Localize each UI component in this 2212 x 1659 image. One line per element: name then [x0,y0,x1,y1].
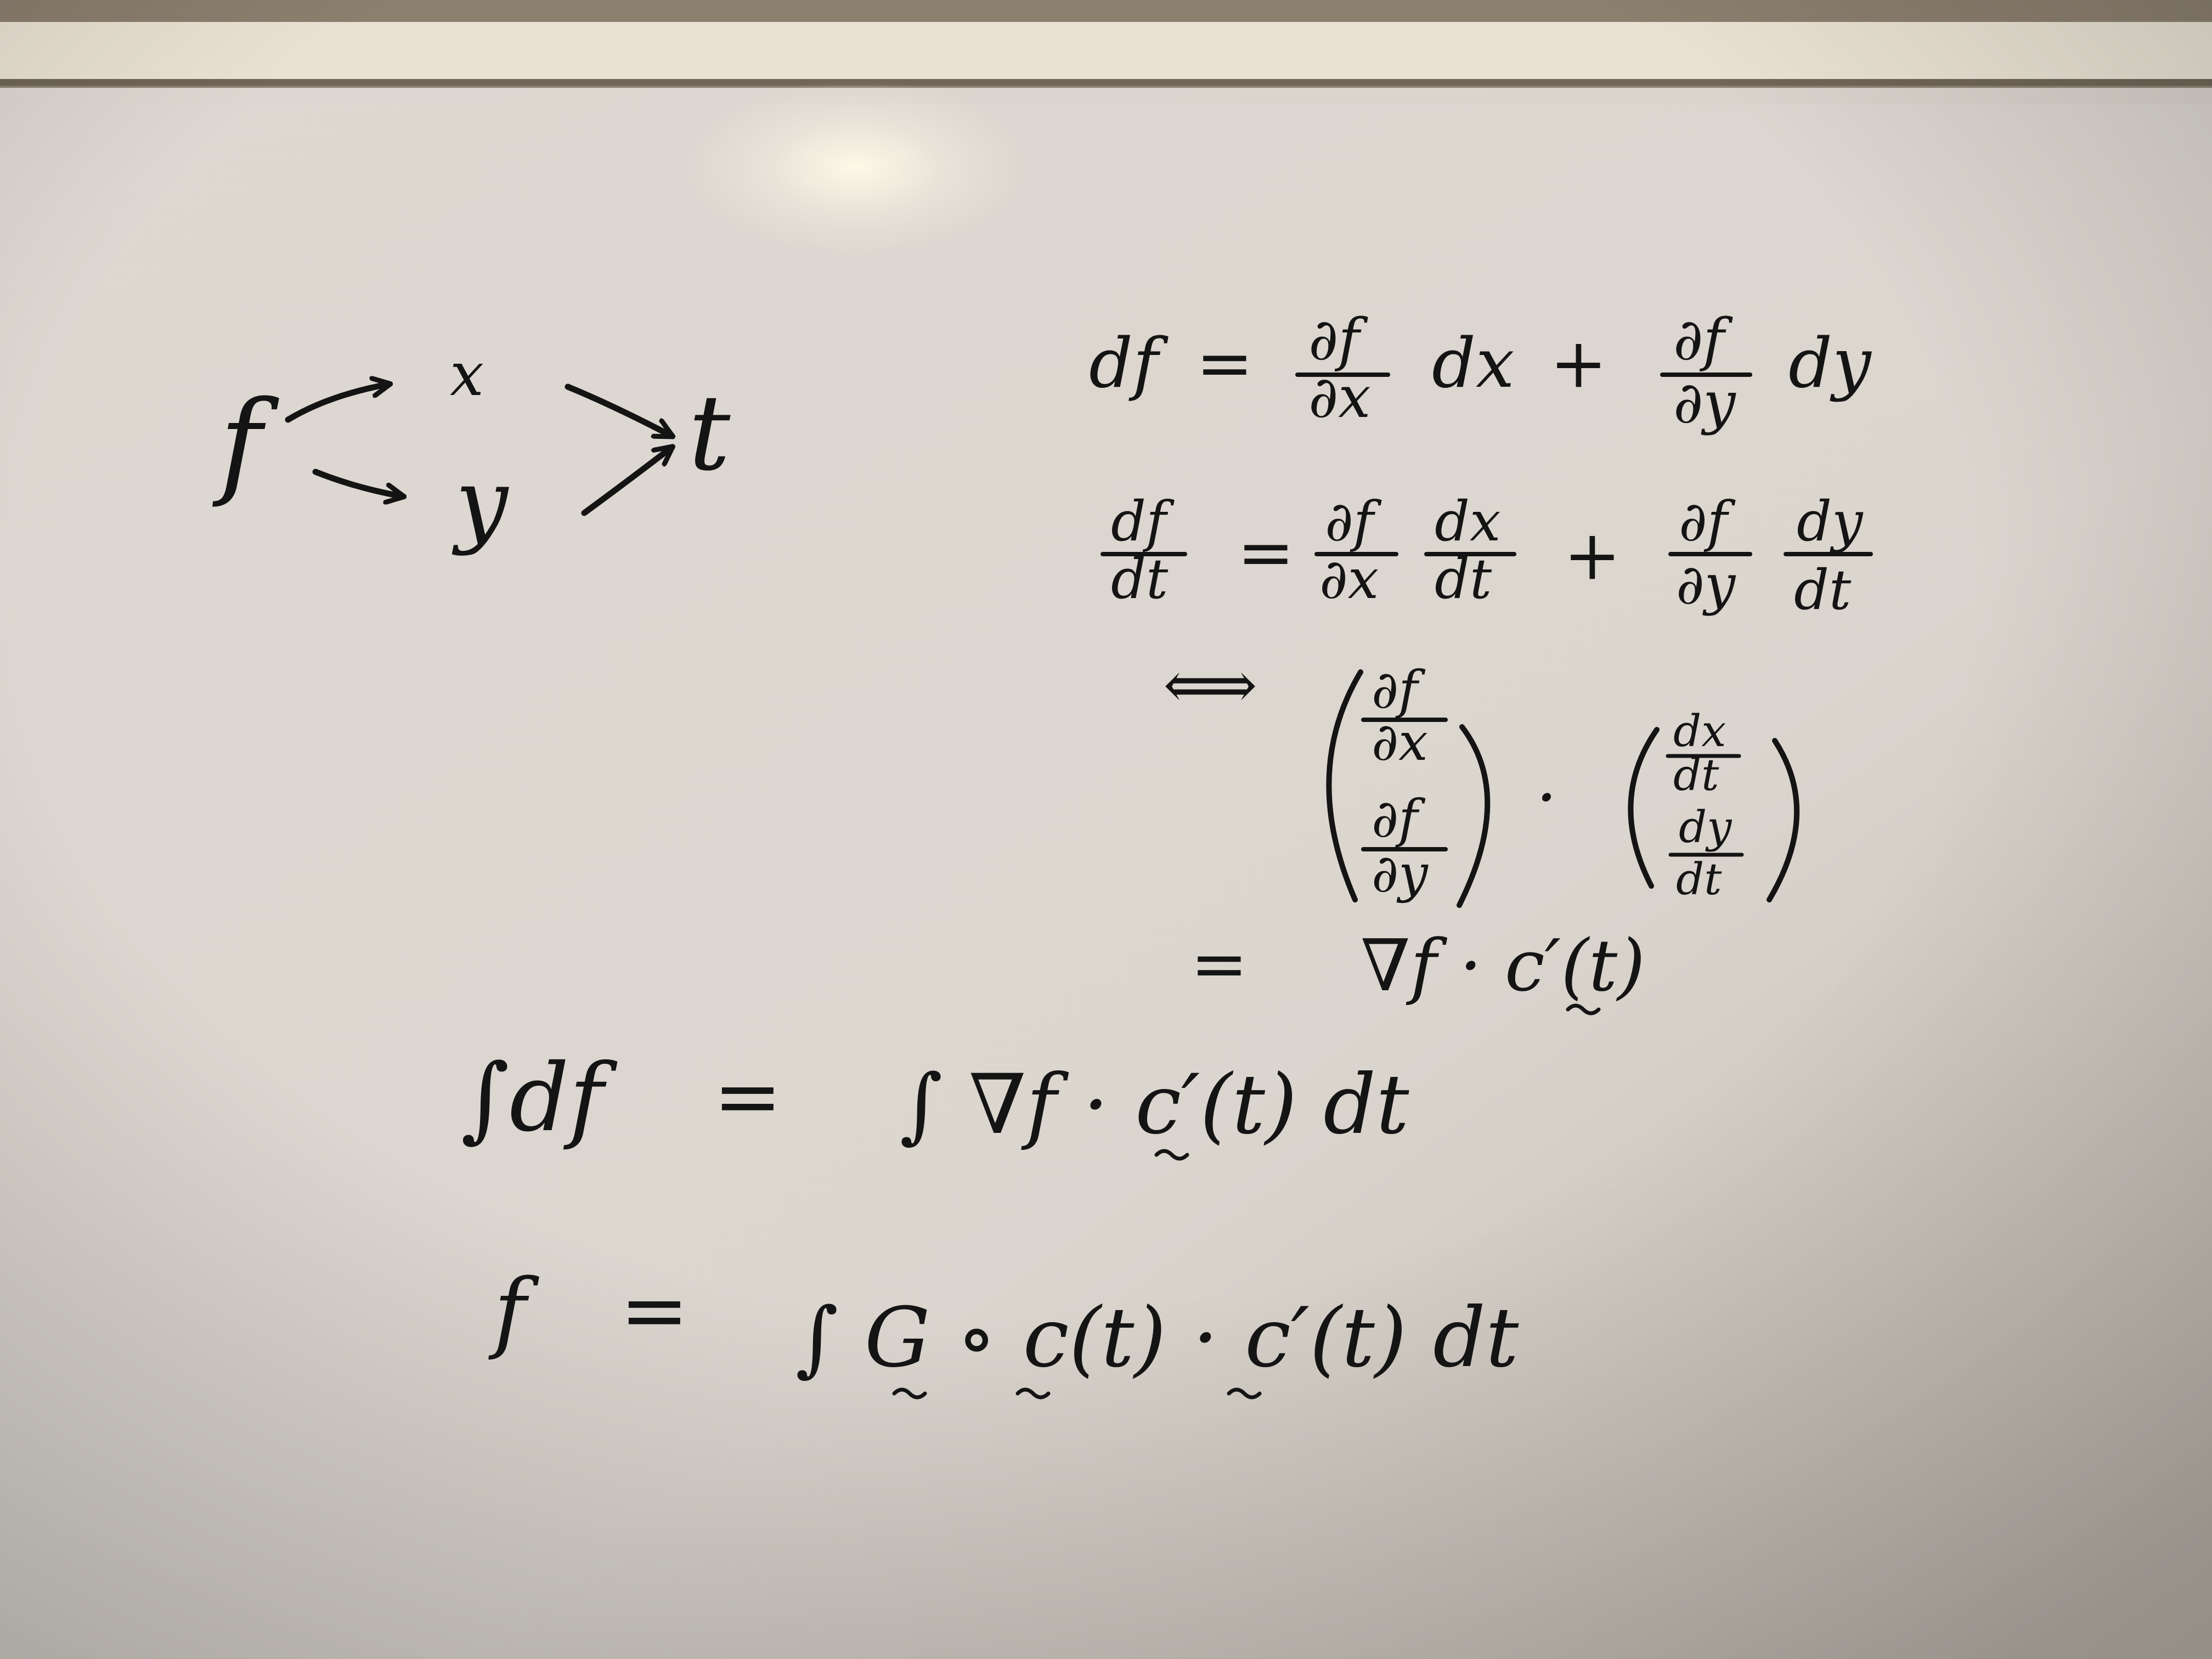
vec-v1-den: dt [1673,749,1719,800]
eq2-lhs-den: dt [1111,547,1169,611]
vec-v2-num: dy [1679,802,1732,853]
diagram-param-t: t [689,373,731,494]
final-rhs: ∫ G ∘ c(t) · c′(t) dt [795,1290,1519,1386]
eq2-a-den: ∂x [1319,547,1379,611]
eq1-equals: = [1196,324,1254,403]
eq1-t1-num: ∂f [1308,306,1360,373]
grad-equals: = [1190,924,1248,1004]
diagram-root-f: f [219,376,262,510]
equation-line-integral [461,1044,1409,1159]
eq2-a-num: ∂f [1325,489,1374,554]
integral-equals: = [713,1049,782,1144]
eq2-d-num: dy [1797,489,1863,554]
final-equals: = [620,1263,689,1358]
eq1-t1-den: ∂x [1308,364,1371,431]
eq2-equals: = [1237,513,1295,592]
eq2-plus: + [1564,516,1621,595]
eq2-d-den: dt [1794,558,1852,622]
vec-v1-num: dx [1673,706,1726,757]
vec-dot: · [1536,760,1558,836]
eq1-t2-den: ∂y [1673,369,1736,436]
eq1-t2-num: ∂f [1673,306,1725,373]
eq2-b-num: dx [1435,489,1501,554]
vec-g2-den: ∂y [1372,844,1428,904]
eq2-b-den: dt [1435,547,1492,611]
eq1-lhs: df [1089,324,1159,403]
eq2-c-den: ∂y [1676,552,1736,617]
diagram-var-y: y [455,449,509,557]
eq1-t1-diff: dx [1432,324,1515,403]
grad-expr: ∇f · c′(t) [1361,924,1645,1007]
eq1-t2-diff: dy [1788,324,1871,403]
eq1-plus: + [1550,324,1607,403]
diagram-var-x: x [450,339,484,409]
final-lhs: f [494,1260,527,1362]
vec-g2-num: ∂f [1372,789,1418,849]
vec-g1-num: ∂f [1372,660,1418,720]
vec-iff: ⟺ [1163,647,1258,724]
vec-g1-den: ∂x [1372,712,1428,772]
integral-rhs: ∫ ∇f · c′(t) dt [900,1057,1409,1153]
integral-lhs: ∫df [461,1044,604,1153]
vec-v2-den: dt [1676,854,1722,905]
eq2-c-num: ∂f [1679,489,1728,554]
eq2-lhs-num: df [1111,489,1167,554]
